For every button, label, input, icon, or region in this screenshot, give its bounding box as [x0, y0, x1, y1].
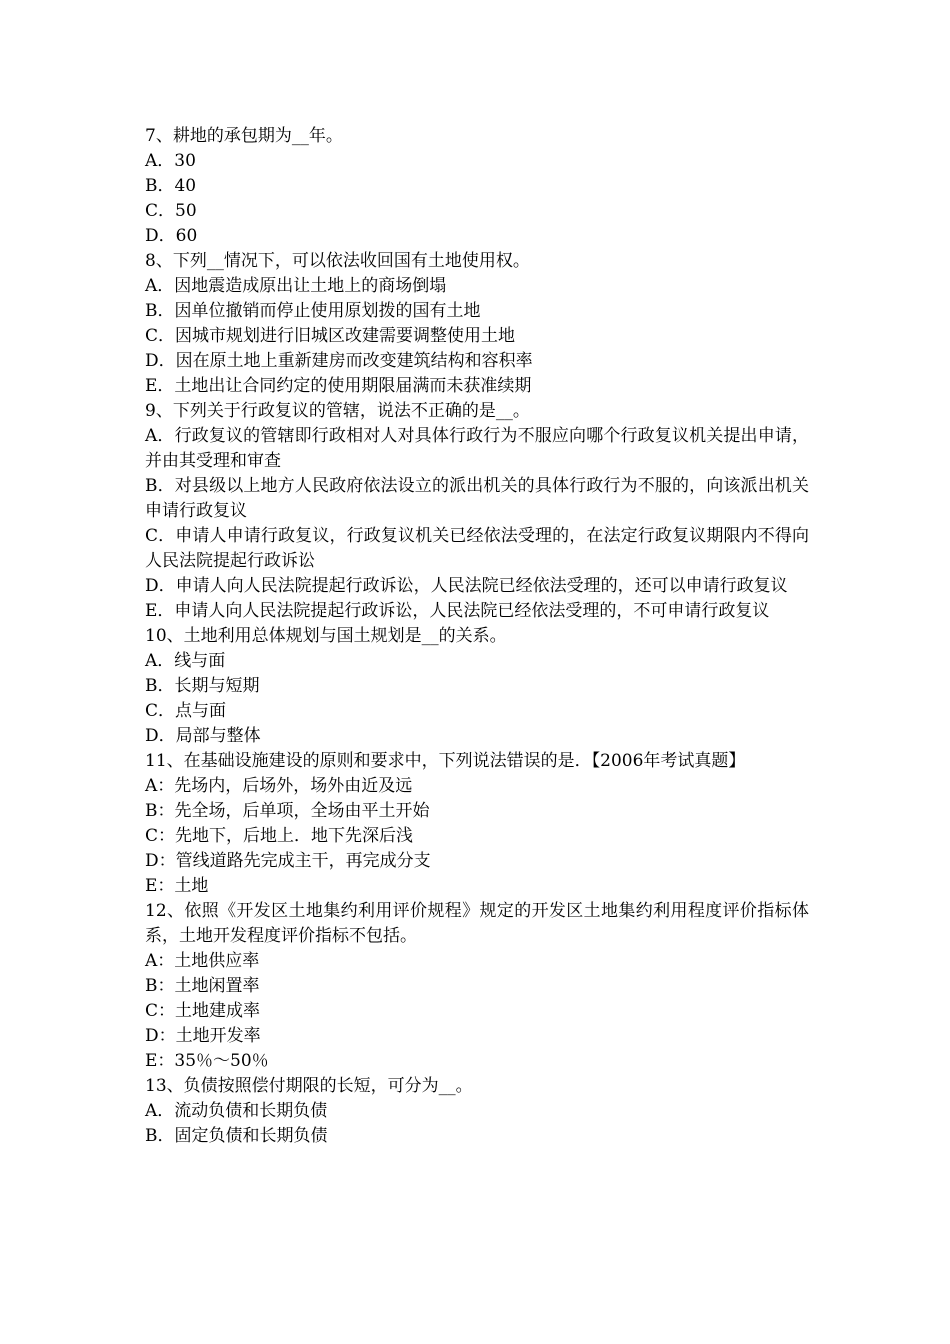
option-a: A．流动负债和长期负债: [145, 1101, 328, 1121]
question-stem: 8、下列__情况下，可以依法收回国有土地使用权。: [145, 251, 530, 271]
option-d: D．因在原土地上重新建房而改变建筑结构和容积率: [145, 351, 533, 371]
option-a: A．线与面: [145, 651, 226, 671]
option-a: A．因地震造成原出让土地上的商场倒塌: [145, 276, 447, 296]
question-12: [145, 899, 809, 1074]
question-stem: 10、土地利用总体规划与国土规划是__的关系。: [145, 626, 507, 646]
option-c: C．点与面: [145, 701, 227, 721]
question-stem: 11、在基础设施建设的原则和要求中，下列说法错误的是．【2006年考试真题】: [145, 751, 746, 771]
option-a: A：土地供应率: [145, 951, 260, 971]
option-c: C．50: [145, 201, 197, 221]
question-stem: 7、耕地的承包期为__年。: [145, 126, 343, 146]
option-a: A：先场内，后场外，场外由近及远: [145, 776, 413, 796]
option-e: E：35％～50％: [145, 1051, 269, 1071]
document-body: [145, 124, 809, 1149]
question-7: [145, 124, 809, 249]
option-c: C：土地建成率: [145, 1001, 261, 1021]
option-d: D：土地开发率: [145, 1026, 261, 1046]
question-stem: 12、依照《开发区土地集约利用评价规程》规定的开发区土地集约利用程度评价指标体系，土地开发程度评价指标不包括。: [145, 901, 809, 946]
option-e: E．土地出让合同约定的使用期限届满而未获准续期: [145, 376, 532, 396]
option-c: C．因城市规划进行旧城区改建需要调整使用土地: [145, 326, 516, 346]
question-stem: 9、下列关于行政复议的管辖，说法不正确的是__。: [145, 401, 530, 421]
question-stem: 13、负债按照偿付期限的长短，可分为__。: [145, 1076, 473, 1096]
question-9: [145, 399, 809, 624]
option-e: E：土地: [145, 876, 209, 896]
option-b: B：先全场，后单项，全场由平土开始: [145, 801, 430, 821]
option-b: B．长期与短期: [145, 676, 260, 696]
option-c: C：先地下，后地上．地下先深后浅: [145, 826, 414, 846]
option-b: B．对县级以上地方人民政府依法设立的派出机关的具体行政行为不服的，向该派出机关申请行政复议: [145, 476, 809, 521]
option-a: A．30: [145, 151, 196, 171]
option-b: B．40: [145, 176, 197, 196]
option-d: D．60: [145, 226, 198, 246]
option-b: B．固定负债和长期负债: [145, 1126, 328, 1146]
question-13: [145, 1074, 809, 1149]
option-d: D：管线道路先完成主干，再完成分支: [145, 851, 431, 871]
option-b: B．因单位撤销而停止使用原划拨的国有土地: [145, 301, 481, 321]
option-b: B：土地闲置率: [145, 976, 260, 996]
option-a: A．行政复议的管辖即行政相对人对具体行政行为不服应向哪个行政复议机关提出申请，并由其受理和审查: [145, 426, 809, 471]
option-d: D．局部与整体: [145, 726, 261, 746]
question-8: [145, 249, 809, 399]
question-11: [145, 749, 809, 899]
option-d: D．申请人向人民法院提起行政诉讼，人民法院已经依法受理的，还可以申请行政复议: [145, 576, 788, 596]
option-c: C．申请人申请行政复议，行政复议机关已经依法受理的，在法定行政复议期限内不得向人民法院提起行政诉讼: [145, 526, 809, 571]
option-e: E．申请人向人民法院提起行政诉讼，人民法院已经依法受理的，不可申请行政复议: [145, 601, 770, 621]
question-10: [145, 624, 809, 749]
